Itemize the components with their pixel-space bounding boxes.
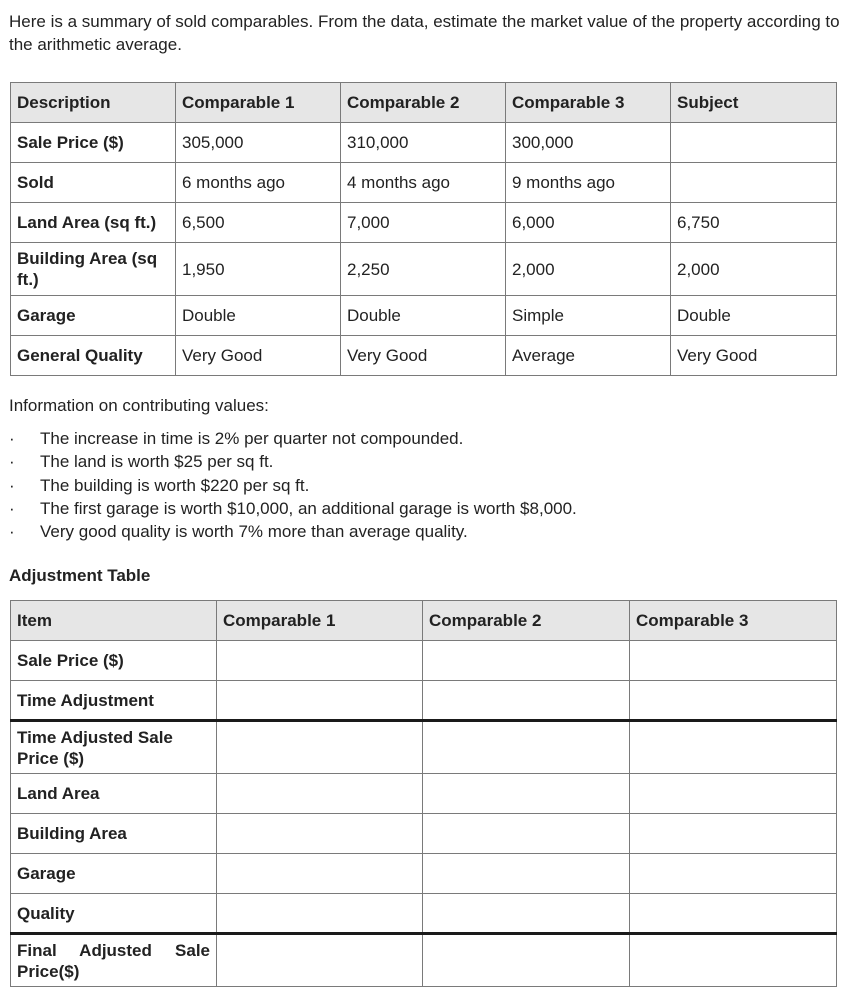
row-label: Final Adjusted Sale Price($)	[11, 934, 217, 987]
list-item	[9, 450, 577, 473]
cell-comparable-2: Very Good	[341, 336, 506, 376]
input-cell-comparable-2[interactable]	[423, 774, 630, 814]
header-comparable-2: Comparable 2	[341, 83, 506, 123]
bullet-icon: ·	[9, 429, 15, 448]
input-cell-comparable-3[interactable]	[630, 721, 837, 774]
adjustment-table-title: Adjustment Table	[9, 566, 151, 585]
cell-subject	[671, 163, 837, 203]
input-cell-comparable-1[interactable]	[217, 894, 423, 934]
header-description: Description	[11, 83, 176, 123]
intro-text: Here is a summary of sold comparables. From the data, estimate the market value of the property according to the arithmetic average.	[9, 12, 840, 54]
cell-comparable-2: Double	[341, 296, 506, 336]
list-item-text: The building is worth $220 per sq ft.	[40, 475, 310, 495]
input-cell-comparable-2[interactable]	[423, 894, 630, 934]
row-label: Sale Price ($)	[11, 641, 217, 681]
list-item-text: The land is worth $25 per sq ft.	[40, 452, 274, 472]
adj-row-garage	[11, 854, 837, 894]
adj-row-building-area	[11, 814, 837, 854]
input-cell-comparable-3[interactable]	[630, 854, 837, 894]
cell-comparable-2: 7,000	[341, 203, 506, 243]
input-cell-comparable-3[interactable]	[630, 681, 837, 721]
cell-comparable-3: 9 months ago	[506, 163, 671, 203]
cell-comparable-1: 6 months ago	[176, 163, 341, 203]
row-label: Quality	[11, 894, 217, 934]
row-sale-price	[11, 123, 837, 163]
adj-row-quality	[11, 894, 837, 934]
list-item-text: Very good quality is worth 7% more than average quality.	[40, 522, 468, 542]
contributing-values-title: Information on contributing values:	[9, 396, 269, 415]
cell-comparable-3: Average	[506, 336, 671, 376]
input-cell-comparable-2[interactable]	[423, 934, 630, 987]
input-cell-comparable-1[interactable]	[217, 641, 423, 681]
row-label: Sale Price ($)	[11, 123, 176, 163]
row-label: Building Area (sq ft.)	[11, 243, 176, 296]
input-cell-comparable-3[interactable]	[630, 934, 837, 987]
bullet-icon: ·	[9, 452, 15, 472]
cell-comparable-1: 305,000	[176, 123, 341, 163]
input-cell-comparable-2[interactable]	[423, 854, 630, 894]
input-cell-comparable-2[interactable]	[423, 641, 630, 681]
adj-row-time-adjusted-sale-price	[11, 721, 837, 774]
input-cell-comparable-1[interactable]	[217, 854, 423, 894]
input-cell-comparable-1[interactable]	[217, 814, 423, 854]
contributing-values-list	[9, 427, 577, 543]
row-label: Time Adjustment	[11, 681, 217, 721]
adj-row-time-adjustment	[11, 681, 837, 721]
header-comparable-3: Comparable 3	[630, 601, 837, 641]
bullet-icon: ·	[9, 522, 15, 542]
input-cell-comparable-2[interactable]	[423, 681, 630, 721]
cell-comparable-1: Very Good	[176, 336, 341, 376]
row-label: General Quality	[11, 336, 176, 376]
header-comparable-1: Comparable 1	[176, 83, 341, 123]
row-label: Garage	[11, 296, 176, 336]
header-comparable-1: Comparable 1	[217, 601, 423, 641]
input-cell-comparable-3[interactable]	[630, 814, 837, 854]
row-building-area	[11, 243, 837, 296]
header-subject: Subject	[671, 83, 837, 123]
cell-comparable-2: 4 months ago	[341, 163, 506, 203]
header-comparable-3: Comparable 3	[506, 83, 671, 123]
row-land-area	[11, 203, 837, 243]
row-label: Building Area	[11, 814, 217, 854]
adjustment-header-row	[11, 601, 837, 641]
adjustment-table	[10, 600, 837, 987]
row-label: Land Area	[11, 774, 217, 814]
input-cell-comparable-3[interactable]	[630, 894, 837, 934]
cell-comparable-3: 300,000	[506, 123, 671, 163]
cell-comparable-1: 1,950	[176, 243, 341, 296]
list-item	[9, 427, 577, 450]
list-item-text: The first garage is worth $10,000, an additional garage is worth $8,000.	[40, 498, 577, 518]
bullet-icon: ·	[9, 498, 15, 518]
input-cell-comparable-1[interactable]	[217, 934, 423, 987]
cell-subject: 6,750	[671, 203, 837, 243]
input-cell-comparable-2[interactable]	[423, 814, 630, 854]
adj-row-land-area	[11, 774, 837, 814]
comparables-summary-table	[10, 82, 837, 376]
adj-row-sale-price	[11, 641, 837, 681]
input-cell-comparable-2[interactable]	[423, 721, 630, 774]
cell-comparable-1: 6,500	[176, 203, 341, 243]
input-cell-comparable-1[interactable]	[217, 681, 423, 721]
cell-comparable-3: 6,000	[506, 203, 671, 243]
list-item	[9, 474, 577, 497]
cell-comparable-2: 2,250	[341, 243, 506, 296]
list-item-text: The increase in time is 2% per quarter not compounded.	[40, 429, 464, 448]
cell-comparable-3: Simple	[506, 296, 671, 336]
row-general-quality	[11, 336, 837, 376]
list-item	[9, 520, 577, 543]
header-item: Item	[11, 601, 217, 641]
cell-subject: Double	[671, 296, 837, 336]
summary-header-row	[11, 83, 837, 123]
list-item	[9, 497, 577, 520]
row-label: Land Area (sq ft.)	[11, 203, 176, 243]
row-label: Sold	[11, 163, 176, 203]
input-cell-comparable-3[interactable]	[630, 641, 837, 681]
row-label: Garage	[11, 854, 217, 894]
cell-comparable-1: Double	[176, 296, 341, 336]
cell-subject: Very Good	[671, 336, 837, 376]
input-cell-comparable-1[interactable]	[217, 774, 423, 814]
row-label: Time Adjusted Sale Price ($)	[11, 721, 217, 774]
bullet-icon: ·	[9, 475, 15, 495]
cell-subject	[671, 123, 837, 163]
row-garage	[11, 296, 837, 336]
row-sold	[11, 163, 837, 203]
input-cell-comparable-1[interactable]	[217, 721, 423, 774]
cell-subject: 2,000	[671, 243, 837, 296]
header-comparable-2: Comparable 2	[423, 601, 630, 641]
adj-row-final-adjusted-sale-price	[11, 934, 837, 987]
input-cell-comparable-3[interactable]	[630, 774, 837, 814]
cell-comparable-3: 2,000	[506, 243, 671, 296]
cell-comparable-2: 310,000	[341, 123, 506, 163]
